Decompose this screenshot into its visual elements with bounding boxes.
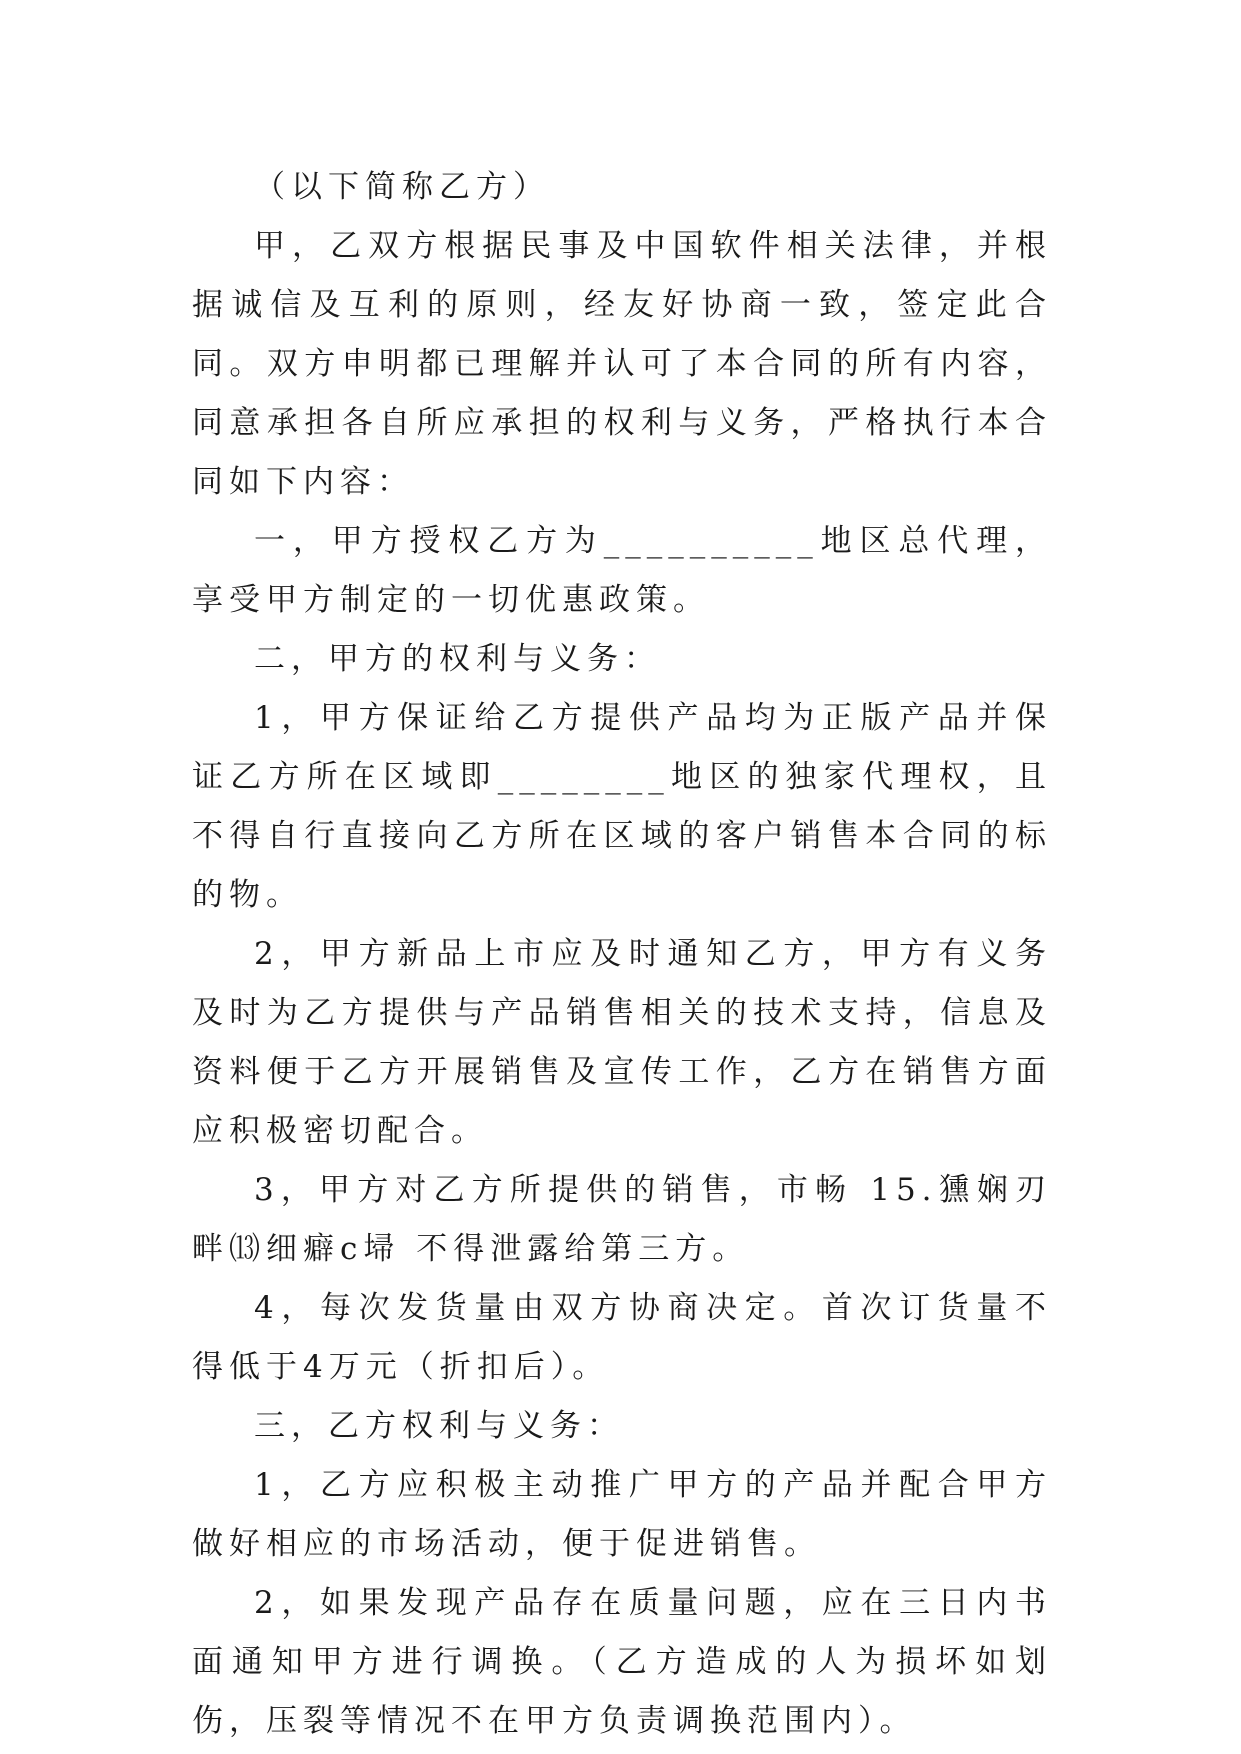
paragraph-party-a-item-3: 3，甲方对乙方所提供的销售，市畅 15.獯娴刃畔⒀细癖c埽 不得泄露给第三方。: [192, 1172, 1052, 1267]
paragraph-party-a-item-4: 4，每次发货量由双方协商决定。首次订货量不得低于4万元（折扣后）。: [192, 1290, 1052, 1385]
paragraph-party-a-item-1: 1，甲方保证给乙方提供产品均为正版产品并保证乙方所在区域即________地区的独家代理权，且不得自行直接向乙方所在区域的客户销售本合同的标的物。: [192, 700, 1052, 913]
paragraph-clause-1: 一，甲方授权乙方为__________地区总代理，享受甲方制定的一切优惠政策。: [192, 523, 1052, 618]
paragraph-party-a-item-2: 2，甲方新品上市应及时通知乙方，甲方有义务及时为乙方提供与产品销售相关的技术支持，信息及资料便于乙方开展销售及宣传工作，乙方在销售方面应积极密切配合。: [192, 936, 1052, 1149]
contract-page: [192, 158, 1052, 1751]
paragraph-party-b-abbreviation: （以下简称乙方）: [254, 169, 550, 205]
heading-party-b-rights: 三，乙方权利与义务：: [254, 1408, 624, 1444]
heading-party-a-rights: 二，甲方的权利与义务：: [254, 641, 661, 677]
paragraph-preamble: 甲，乙双方根据民事及中国软件相关法律，并根据诚信及互利的原则，经友好协商一致，签定此合同。双方申明都已理解并认可了本合同的所有内容，同意承担各自所应承担的权利与义务，严格执行本合同如下内容：: [192, 228, 1052, 500]
paragraph-party-b-item-2: 2，如果发现产品存在质量问题，应在三日内书面通知甲方进行调换。（乙方造成的人为损坏如划伤，压裂等情况不在甲方负责调换范围内）。: [192, 1585, 1052, 1739]
paragraph-party-b-item-1: 1，乙方应积极主动推广甲方的产品并配合甲方做好相应的市场活动，便于促进销售。: [192, 1467, 1052, 1562]
